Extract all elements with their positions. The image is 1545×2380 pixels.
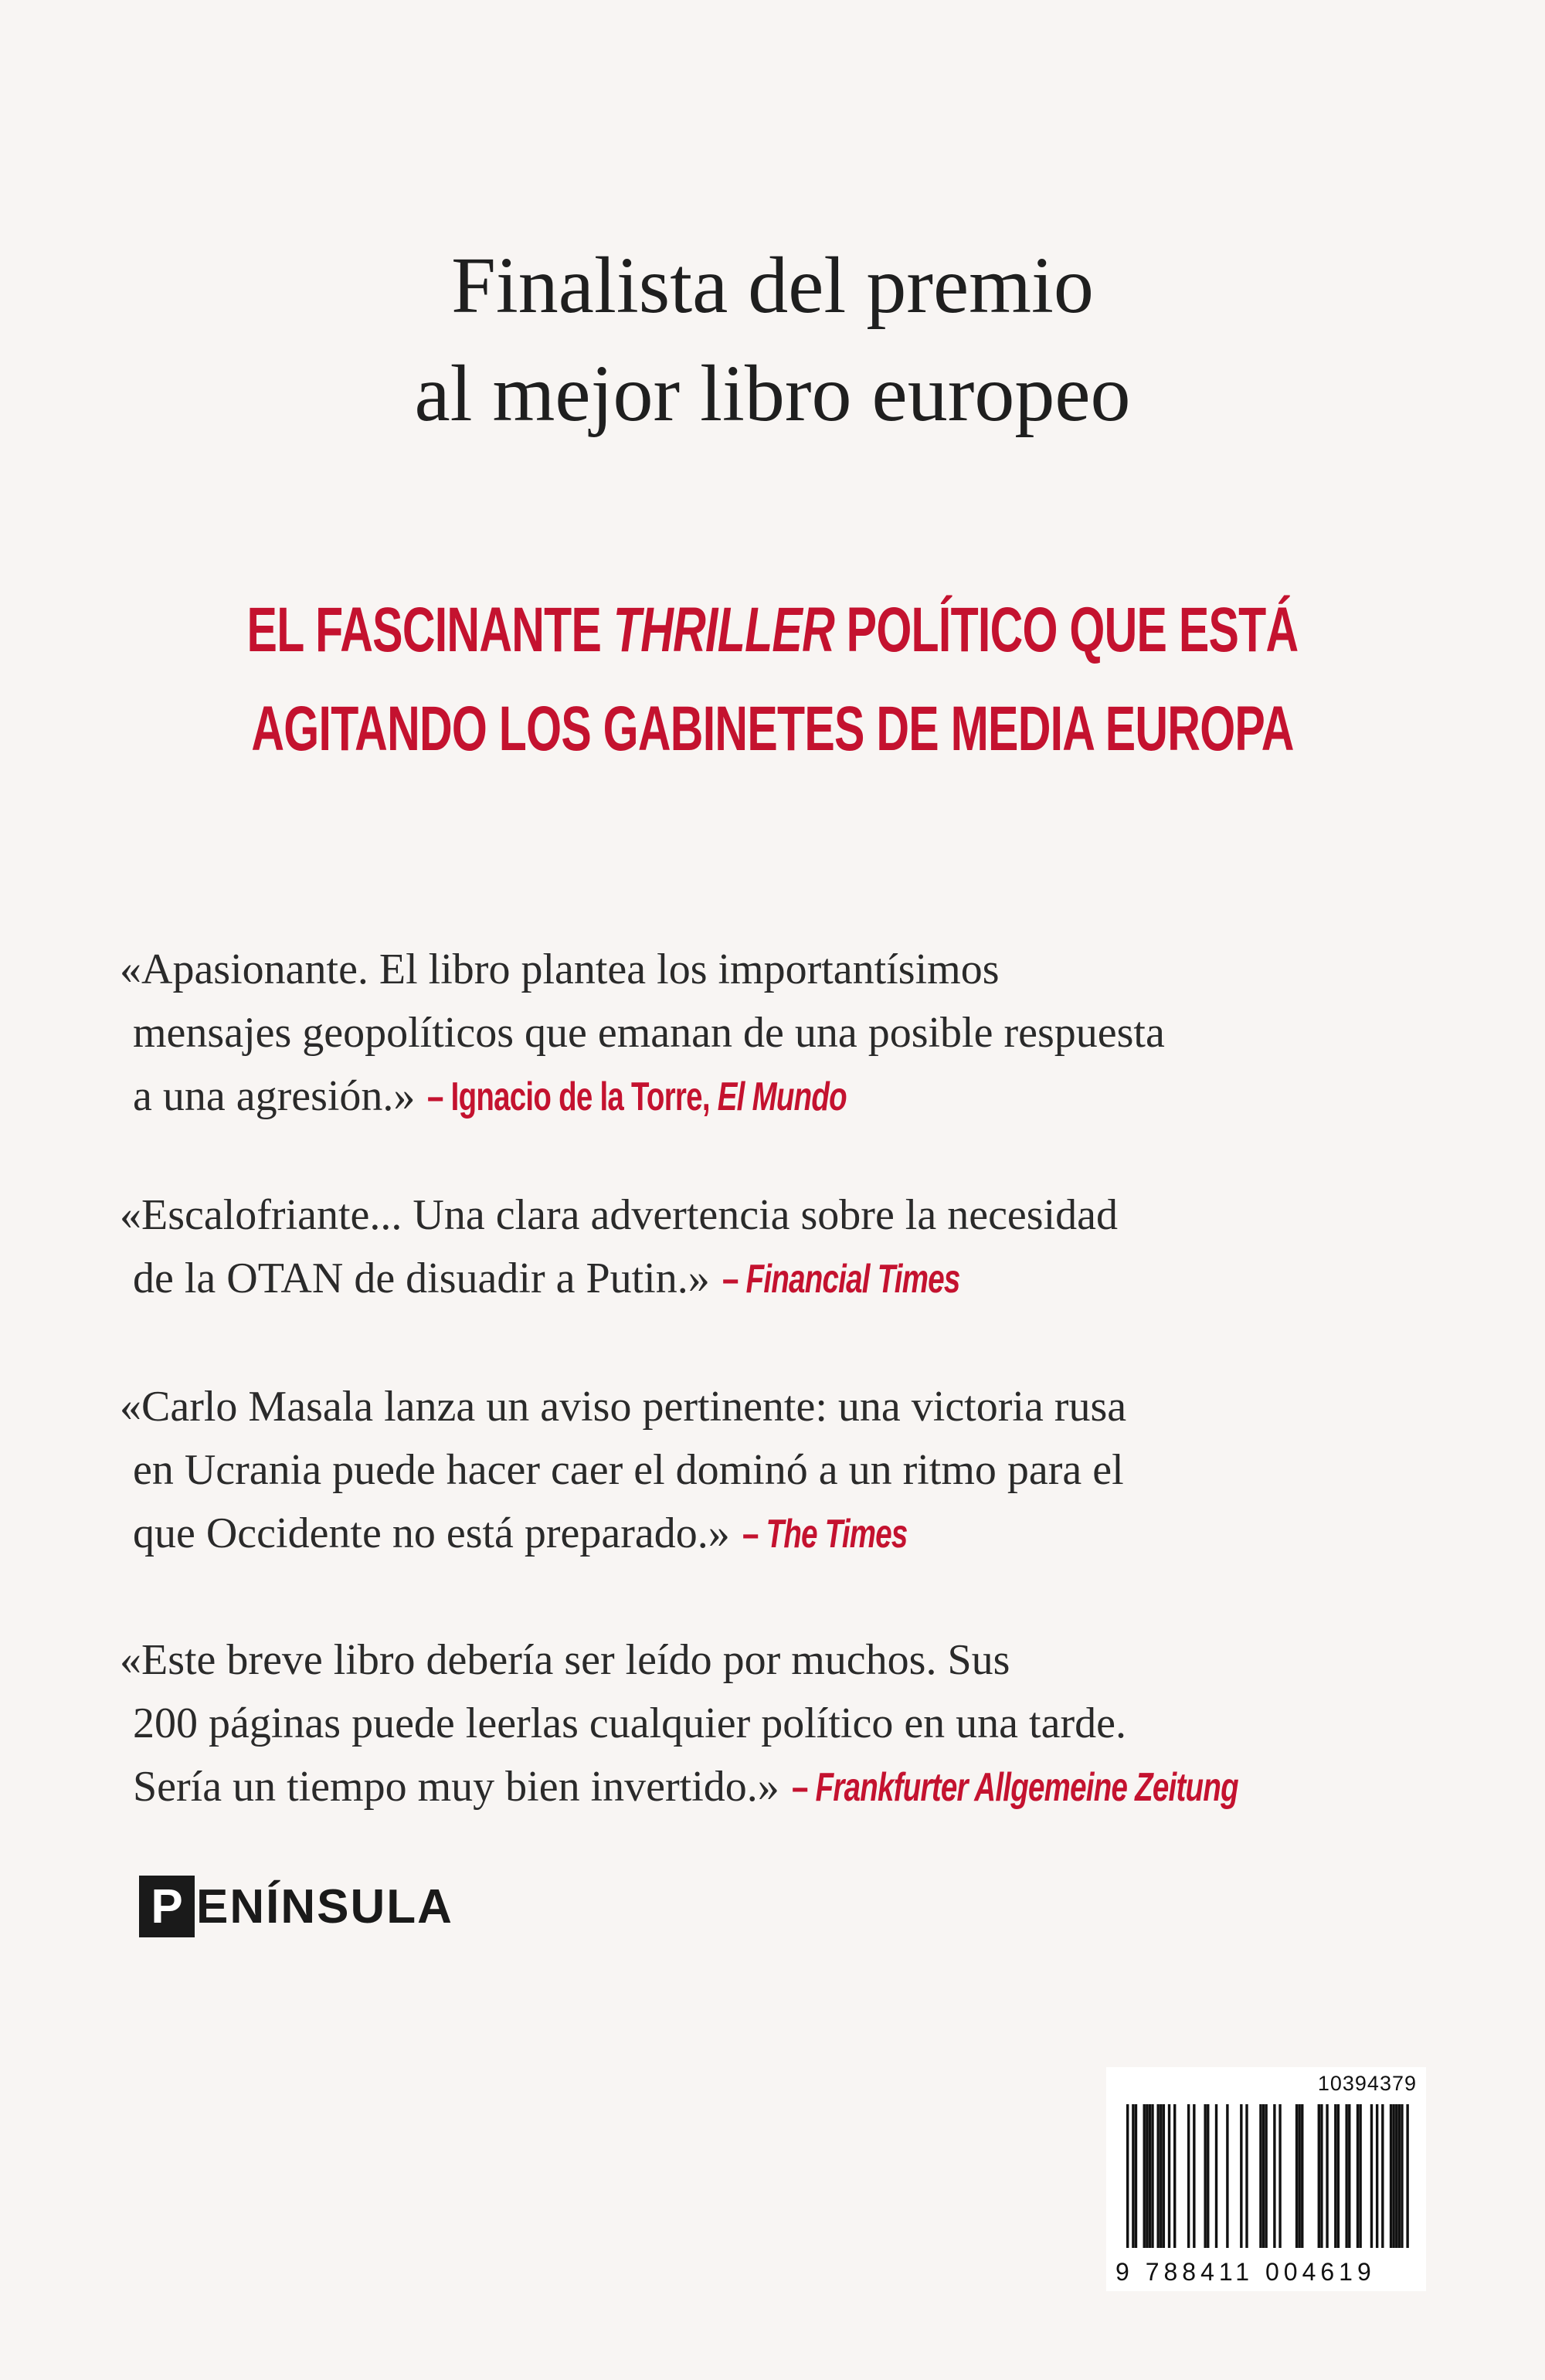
quote-4-line-3-text: Sería un tiempo muy bien invertido.» — [133, 1763, 779, 1811]
barcode-bar — [1334, 2104, 1336, 2248]
barcode-isbn: 9 788411 004619 — [1115, 2258, 1376, 2286]
quote-1-line-1: «Apasionante. El libro plantea los importantísimos — [120, 946, 1000, 993]
barcode-bar — [1207, 2104, 1209, 2248]
barcode-bar — [1126, 2104, 1129, 2248]
barcode-bar — [1398, 2104, 1401, 2248]
quote-3-source — [742, 1502, 908, 1566]
barcode-bar — [1401, 2104, 1403, 2248]
barcode — [1106, 2067, 1426, 2291]
quote-2-source — [722, 1248, 960, 1311]
quote-1-source-pub: El Mundo — [718, 1075, 847, 1119]
barcode-bar — [1259, 2104, 1261, 2248]
barcode-bar — [1376, 2104, 1378, 2248]
barcode-bar — [1156, 2104, 1159, 2248]
quote-3-line-3 — [120, 1502, 1464, 1566]
barcode-bar — [1370, 2104, 1373, 2248]
award-line-1: Finalista del premio — [451, 241, 1094, 330]
award-line-2: al mejor libro europeo — [414, 349, 1131, 438]
barcode-bar — [1204, 2104, 1206, 2248]
barcode-code: 10394379 — [1317, 2072, 1417, 2095]
barcode-bar — [1149, 2104, 1151, 2248]
quote-4-source — [792, 1756, 1238, 1819]
quote-1-source-author: – Ignacio de la Torre, — [427, 1075, 718, 1119]
barcode-bar — [1135, 2104, 1137, 2248]
barcode-bar — [1337, 2104, 1340, 2248]
barcode-bar — [1395, 2104, 1397, 2248]
quote-1-line-3 — [120, 1064, 1464, 1129]
barcode-bar — [1262, 2104, 1265, 2248]
barcode-bar — [1273, 2104, 1275, 2248]
barcode-bar — [1132, 2104, 1134, 2248]
barcode-bar — [1187, 2104, 1190, 2248]
quote-2-line-1: «Escalofriante... Una clara advertencia sobre la necesidad — [120, 1191, 1118, 1239]
quote-2 — [120, 1183, 1464, 1311]
barcode-bars — [1126, 2104, 1409, 2248]
barcode-bar — [1406, 2104, 1408, 2248]
barcode-bar — [1381, 2104, 1384, 2248]
quote-3-source-pub: The Times — [766, 1512, 908, 1557]
quote-4 — [120, 1628, 1464, 1819]
barcode-bar — [1226, 2104, 1228, 2248]
barcode-bar — [1245, 2104, 1248, 2248]
quote-2-line-2 — [120, 1247, 1464, 1311]
quote-2-source-pub: Financial Times — [745, 1257, 960, 1302]
barcode-bar — [1301, 2104, 1303, 2248]
barcode-bar — [1390, 2104, 1392, 2248]
barcode-bar — [1295, 2104, 1298, 2248]
headline — [216, 581, 1329, 779]
quote-3-line-3-text: que Occidente no está preparado.» — [133, 1509, 730, 1557]
publisher-logo — [139, 1876, 453, 1937]
barcode-bar — [1348, 2104, 1350, 2248]
quote-4-line-1: «Este breve libro debería ser leído por muchos. Sus — [120, 1636, 1010, 1684]
quote-1 — [120, 938, 1464, 1129]
barcode-bar — [1357, 2104, 1359, 2248]
barcode-bar — [1163, 2104, 1165, 2248]
quote-3-line-1: «Carlo Masala lanza un aviso pertinente: una victoria rusa — [120, 1383, 1127, 1431]
barcode-bar — [1151, 2104, 1153, 2248]
publisher-name: ENÍNSULA — [196, 1879, 453, 1934]
barcode-bar — [1143, 2104, 1146, 2248]
barcode-bar — [1160, 2104, 1162, 2248]
headline-line-1 — [216, 581, 1329, 680]
headline-line-2: AGITANDO LOS GABINETES DE MEDIA EUROPA — [251, 694, 1294, 764]
barcode-bar — [1298, 2104, 1300, 2248]
quote-1-line-2: mensajes geopolíticos que emanan de una posible respuesta — [133, 1009, 1165, 1057]
quote-1-line-3-text: a una agresión.» — [133, 1072, 416, 1120]
barcode-bar — [1359, 2104, 1361, 2248]
quote-2-source-author: – — [722, 1257, 746, 1302]
headline-line-1-em: THRILLER — [613, 595, 834, 665]
barcode-bar — [1278, 2104, 1281, 2248]
barcode-bar — [1193, 2104, 1195, 2248]
barcode-bar — [1265, 2104, 1267, 2248]
quote-4-line-3 — [120, 1755, 1464, 1819]
quote-3-source-author: – — [742, 1512, 766, 1557]
barcode-bar — [1326, 2104, 1328, 2248]
quote-3-line-2: en Ucrania puede hacer caer el dominó a un ritmo para el — [133, 1446, 1124, 1494]
barcode-bar — [1392, 2104, 1394, 2248]
headline-line-1-post: POLÍTICO QUE ESTÁ — [834, 595, 1299, 665]
quote-2-line-2-text: de la OTAN de disuadir a Putin.» — [133, 1255, 710, 1302]
quote-4-source-author: – — [791, 1765, 816, 1810]
barcode-bar — [1318, 2104, 1320, 2248]
barcode-bar — [1173, 2104, 1176, 2248]
barcode-bar — [1215, 2104, 1217, 2248]
barcode-bar — [1320, 2104, 1323, 2248]
headline-line-1-pre: EL FASCINANTE — [246, 595, 613, 665]
quote-1-source — [427, 1065, 847, 1129]
quote-4-line-2: 200 páginas puede leerlas cualquier político en una tarde. — [133, 1699, 1126, 1747]
barcode-bar — [1168, 2104, 1170, 2248]
award-text — [0, 232, 1545, 448]
barcode-bar — [1146, 2104, 1148, 2248]
quote-4-source-pub: Frankfurter Allgemeine Zeitung — [815, 1765, 1238, 1810]
publisher-logo-mark: P — [139, 1876, 195, 1937]
quote-3 — [120, 1375, 1464, 1566]
barcode-bar — [1240, 2104, 1242, 2248]
barcode-bar — [1345, 2104, 1347, 2248]
